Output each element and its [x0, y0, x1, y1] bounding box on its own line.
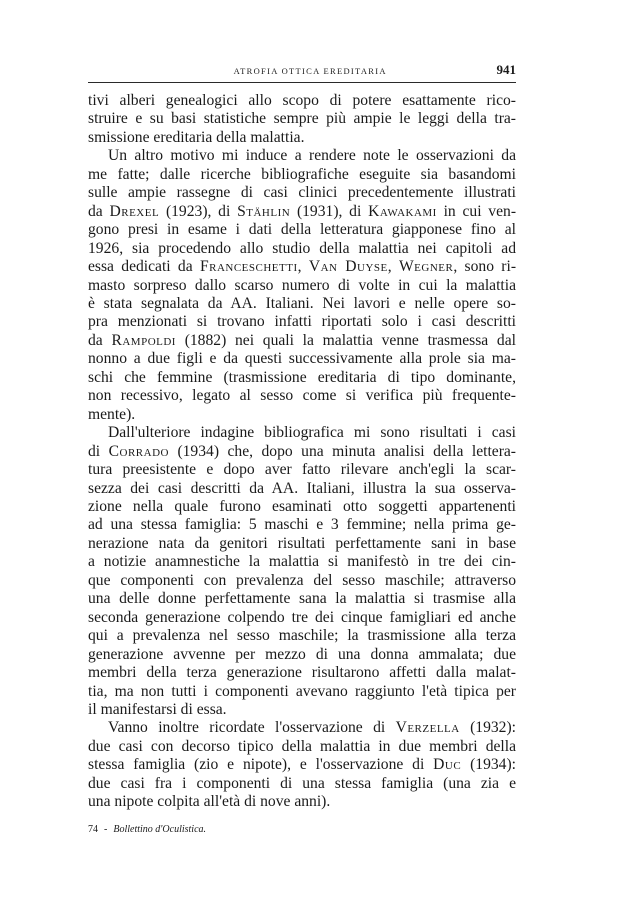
- running-title: ATROFIA OTTICA EREDITARIA: [233, 66, 387, 76]
- paragraph-motivation: [88, 147, 516, 424]
- text-line: mente).: [88, 405, 136, 423]
- text-line: me fatte; dalle ricerche bibliografiche eseguite sia basandomi: [88, 165, 516, 183]
- text-line: essa dedicati da Franceschetti, Van Duyse, Wegner, sono ri-: [88, 258, 517, 276]
- text-line: tia, ma non tutti i componenti avevano raggiunto l'età tipica per: [88, 682, 516, 700]
- text-line: due casi con decorso tipico della malattia in due membri della: [88, 737, 516, 755]
- text-line: è stata segnalata da AA. Italiani. Nei lavori e nelle opere so-: [88, 294, 516, 312]
- footer: [88, 824, 516, 835]
- text-line: masto sorpreso dallo scarso numero di volte in cui la malattia: [88, 276, 516, 294]
- text-line: due casi fra i componenti di una stessa famiglia (una zia e: [88, 774, 516, 792]
- page-number: 941: [496, 62, 516, 77]
- text-line: stessa famiglia (zio e nipote), e l'osservazione di Duc (1934):: [88, 756, 516, 774]
- text-line: nonno a due figli e da questi successivamente alla prole sia ma-: [88, 350, 516, 368]
- header-rule: [88, 82, 516, 83]
- paragraph-corrado-case: [88, 424, 516, 719]
- text-line: 1926, sia procedendo allo studio della malattia nei capitoli ad: [88, 239, 516, 257]
- paragraph-continuation: [88, 92, 516, 147]
- text-line: smissione ereditaria della malattia.: [88, 128, 305, 146]
- text-line: qui a prevalenza nel sesso maschile; la trasmissione alla terza: [88, 627, 516, 645]
- text-line: da Drexel (1923), di Stählin (1931), di Kawakami in cui ven-: [88, 202, 517, 220]
- text-line: nerazione nata da genitori risultati perfettamente sani in base: [88, 534, 516, 552]
- text-line: una nipote colpita all'età di nove anni).: [88, 793, 331, 811]
- text-line: una delle donne perfettamente sana la malattia si trasmise alla: [88, 590, 516, 608]
- text-line: Vanno inoltre ricordate l'osservazione di Verzella (1932):: [108, 719, 516, 737]
- body-text: [88, 92, 516, 812]
- text-line: struire e su basi statistiche sempre più ampie le leggi della tra-: [88, 110, 516, 128]
- text-line: ad una stessa famiglia: 5 maschi e 3 femmine; nella prima ge-: [88, 516, 516, 534]
- text-line: tura preesistente e dopo aver fatto rilevare anch'egli la scar-: [88, 461, 516, 479]
- text-line: di Corrado (1934) che, dopo una minuta analisi della lettera-: [88, 442, 517, 460]
- text-line: que componenti con prevalenza del sesso maschile; attraverso: [88, 571, 516, 589]
- running-head: [88, 62, 516, 78]
- text-line: membri della terza generazione risultarono affetti dalla malat-: [88, 664, 516, 682]
- text-line: a notizie anamnestiche la malattia si manifestò in tre dei cin-: [88, 553, 516, 571]
- text-line: pra menzionati si trovano infatti riportati solo i casi descritti: [88, 313, 516, 331]
- footer-separator: -: [104, 824, 108, 835]
- text-line: il manifestarsi di essa.: [88, 700, 227, 718]
- text-line: generazione avvenne per mezzo di una donna ammalata; due: [88, 645, 516, 663]
- journal-title: Bollettino d'Oculistica.: [113, 824, 207, 835]
- text-line: sezza dei casi descritti da AA. Italiani, illustra la sua osserva-: [88, 479, 516, 497]
- sheet-number: 74: [88, 824, 98, 835]
- text-line: non recessivo, legato al sesso come si verifica più frequente-: [88, 387, 516, 405]
- text-line: Dall'ulteriore indagine bibliografica mi sono risultati i casi: [108, 424, 516, 442]
- text-line: gono presi in esame i dati della letteratura giapponese fino al: [88, 221, 516, 239]
- text-line: Un altro motivo mi induce a rendere note le osservazioni da: [108, 147, 516, 165]
- text-line: sulle ampie rassegne di casi clinici precedentemente illustrati: [88, 184, 516, 202]
- text-line: zione nella quale furono esaminati otto soggetti appartenenti: [88, 497, 516, 515]
- paragraph-other-cases: [88, 719, 516, 811]
- text-line: da Rampoldi (1882) nei quali la malattia venne trasmessa dal: [88, 331, 516, 349]
- text-line: tivi alberi genealogici allo scopo di potere esattamente rico-: [88, 92, 516, 109]
- text-line: seconda generazione colpendo tre dei cinque famigliari ed anche: [88, 608, 516, 626]
- text-line: schi che femmine (trasmissione ereditaria di tipo dominante,: [88, 368, 516, 386]
